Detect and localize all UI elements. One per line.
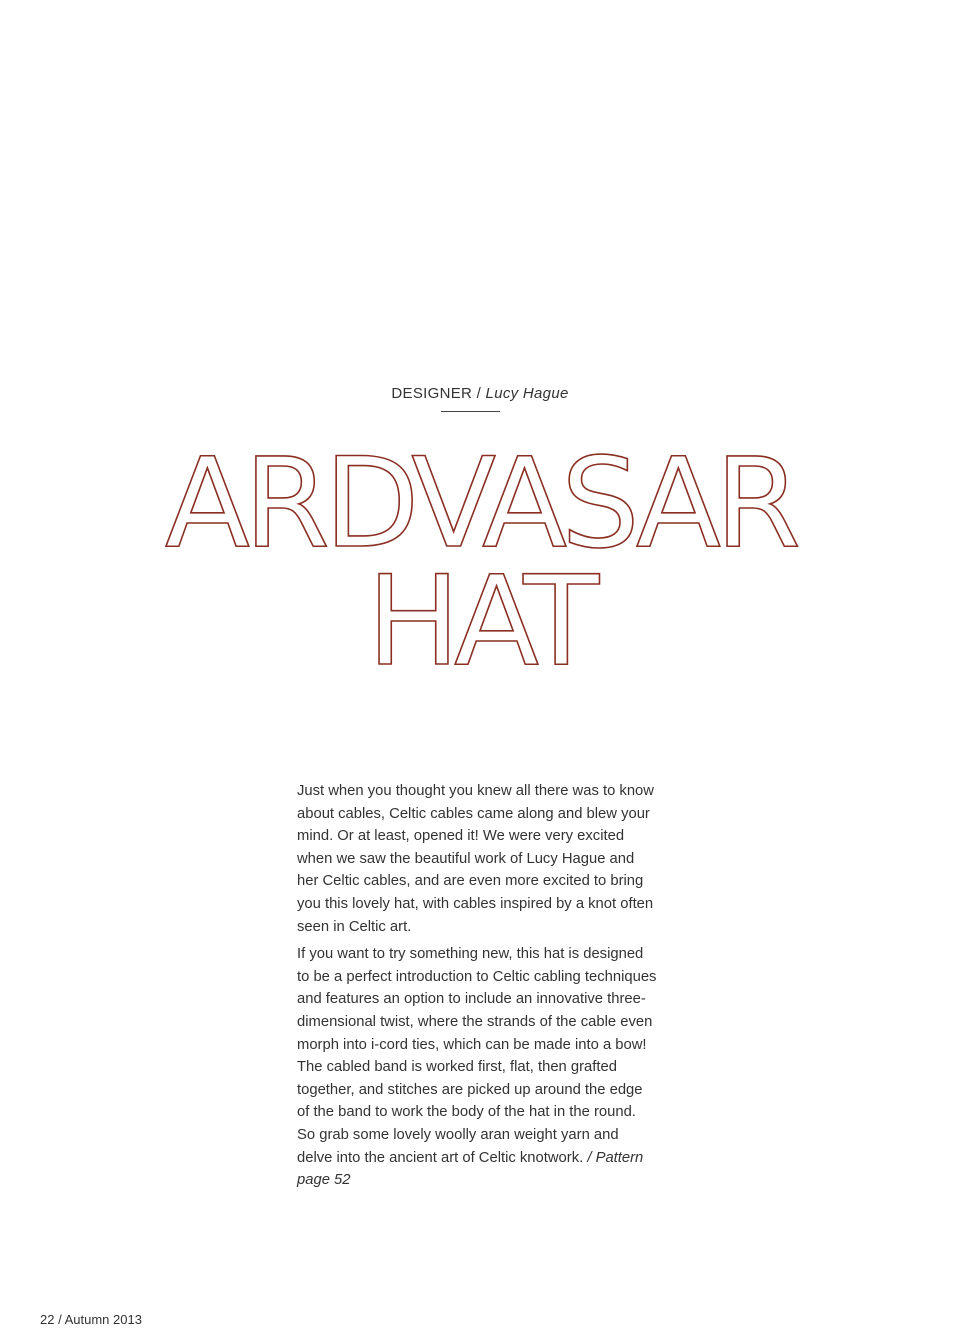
article-title: [0, 432, 960, 694]
pattern-reference: / Pattern page 52: [297, 1149, 644, 1189]
designer-divider: [441, 411, 500, 412]
footer-separator: /: [54, 1312, 65, 1327]
page-footer: [40, 1312, 142, 1327]
designer-name: Lucy Hague: [485, 385, 569, 402]
article-body: [297, 780, 657, 1197]
paragraph-2-text: If you want to try something new, this hat is designed to be a perfect introduction to Celtic cabling techniques and features an option to include an innovative three-dimensional twist, where the strands of the cable even morph into i-cord ties, which can be made into a bow! The cabled band is worked first, flat, then grafted together, and stitches are picked up around the edge of the band to work the body of the hat in the round. So grab some lovely woolly aran weight yarn and delve into the ancient art of Celtic knotwork.: [297, 946, 657, 1166]
issue-date: Autumn 2013: [64, 1312, 142, 1327]
paragraph-2: [297, 943, 657, 1192]
designer-credit: [0, 385, 960, 402]
page-number: 22: [40, 1312, 55, 1327]
paragraph-1: Just when you thought you knew all there was to know about cables, Celtic cables came along and blew your mind. Or at least, opened it! We were very excited when we saw the beautiful work of Lucy Hague and her Celtic cables, and are even more excited to bring you this lovely hat, with cables inspired by a knot often seen in Celtic art.: [297, 783, 654, 935]
designer-label: DESIGNER: [391, 385, 473, 402]
title-line-1: ARDVASAR: [164, 432, 795, 576]
title-line-2: HAT: [366, 550, 594, 694]
designer-separator: /: [472, 385, 486, 402]
